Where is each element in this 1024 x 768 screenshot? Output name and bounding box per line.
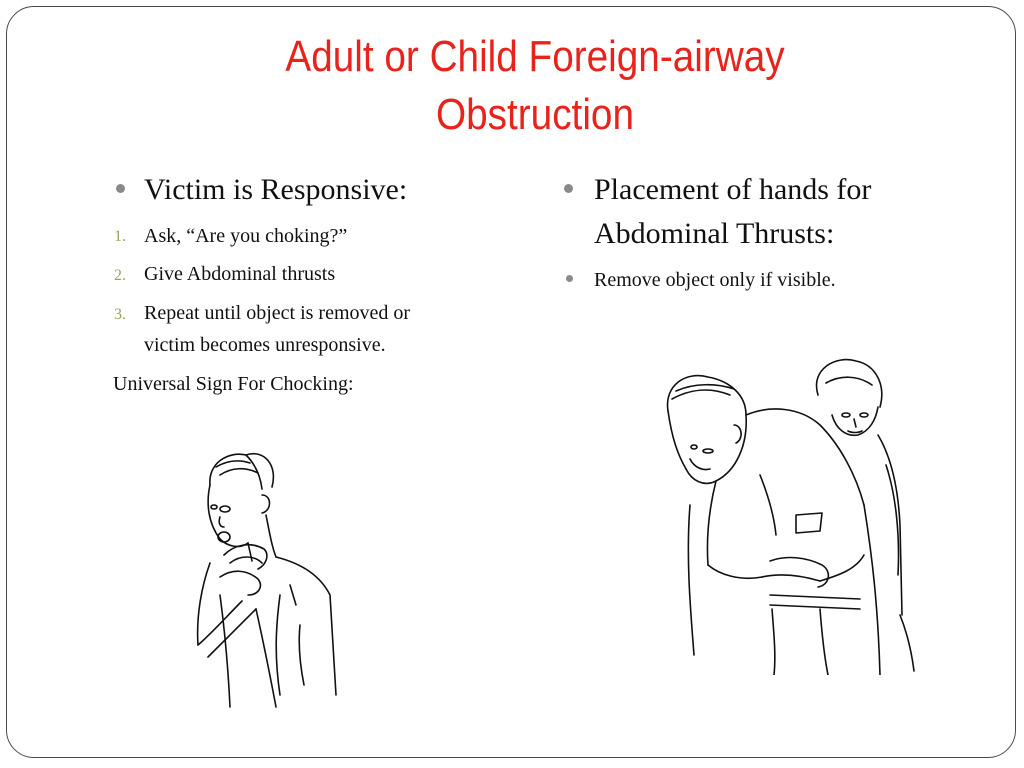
right-heading-line-1: Placement of hands for xyxy=(594,173,872,206)
title-line-1: Adult or Child Foreign-airway xyxy=(285,32,785,81)
left-heading: Victim is Responsive: xyxy=(144,173,408,206)
step-3-number: 3. xyxy=(114,306,126,323)
step-3-text-line-1: Repeat until object is removed or xyxy=(144,302,411,324)
abdominal-thrusts-illustration xyxy=(650,355,930,675)
choking-sign-illustration xyxy=(180,445,345,715)
universal-sign-label: Universal Sign For Chocking: xyxy=(113,373,354,395)
step-1-text: Ask, “Are you choking?” xyxy=(144,225,348,247)
title-line-2: Obstruction xyxy=(436,90,634,139)
step-2-number: 2. xyxy=(114,267,126,284)
bullet-icon xyxy=(564,184,573,193)
bullet-icon xyxy=(566,275,573,282)
step-3-text-line-2: victim becomes unresponsive. xyxy=(144,334,386,356)
step-2-text: Give Abdominal thrusts xyxy=(144,263,336,285)
bullet-icon xyxy=(116,184,125,193)
right-sub-bullet: Remove object only if visible. xyxy=(594,269,836,291)
right-heading-line-2: Abdominal Thrusts: xyxy=(594,217,835,250)
step-1-number: 1. xyxy=(114,228,126,245)
slide-title xyxy=(196,28,874,144)
